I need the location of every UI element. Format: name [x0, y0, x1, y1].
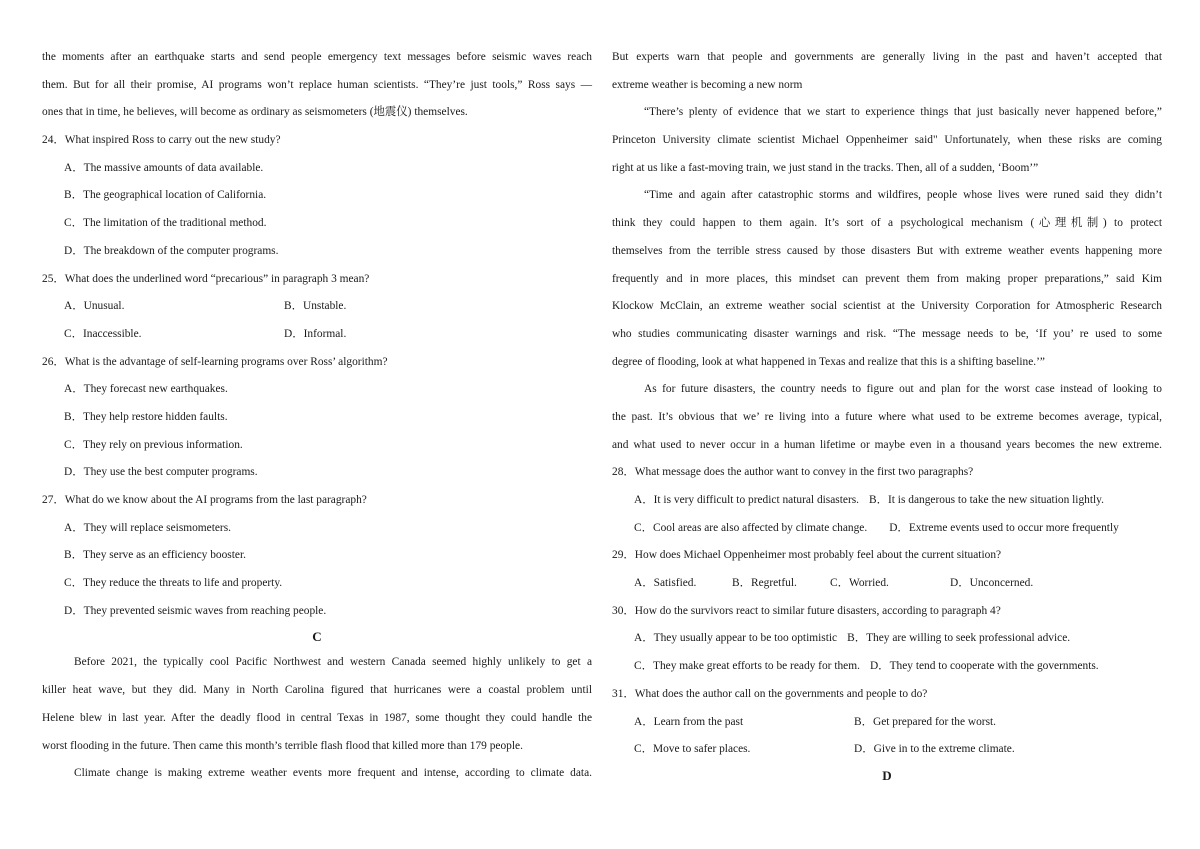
question-27-option-b: B．They serve as an efficiency booster.: [64, 549, 246, 562]
passage-c-line: As for future disasters, the country needs to figure out and plan for the worst case instead of looking to: [644, 383, 1162, 396]
passage-c-line: Helene blew in last year. After the deadly flood in central Texas in 1987, some thought they could handle the: [42, 711, 592, 724]
passage-c-line: Before 2021, the typically cool Pacific Northwest and western Canada seemed highly unlikely to get a: [74, 656, 592, 669]
question-29-option-a: A．Satisfied.: [634, 577, 697, 590]
question-24-option-b: B．The geographical location of California.: [64, 189, 267, 202]
passage-c-line: Klockow McClain, an extreme weather social scientist at the University Corporation for Atmospheric Research: [612, 300, 1162, 313]
section-d-heading: D: [882, 767, 892, 783]
question-28-options-row2: [612, 515, 1162, 543]
question-28-option-c: C．Cool areas are also affected by climate change.: [634, 521, 868, 534]
question-28-option-d: D．Extreme events used to occur more frequently: [889, 521, 1119, 534]
passage-c-line: Princeton University climate scientist Michael Oppenheimer said" Unfortunately, when these risks are coming: [612, 134, 1162, 147]
passage-c-line: killer heat wave, but they did. Many in North Carolina figured that hurricanes were a coastal problem until: [42, 684, 592, 697]
question-28-option-b: B．It is dangerous to take the new situation lightly.: [869, 494, 1104, 506]
question-31-option-b: B．Get prepared for the worst.: [854, 715, 997, 728]
question-27-option-d: D．They prevented seismic waves from reaching people.: [64, 604, 327, 617]
question-24-stem: 24．What inspired Ross to carry out the new study?: [42, 134, 281, 147]
question-30-option-c: C．They make great efforts to be ready for them.: [634, 660, 860, 673]
question-31-options-row2: [612, 736, 1162, 764]
question-28-stem: 28．What message does the author want to convey in the first two paragraphs?: [612, 466, 974, 479]
question-26-option-c: C．They rely on previous information.: [64, 438, 243, 451]
question-31-options-row1: [612, 709, 1162, 737]
question-26-option-b: B．They help restore hidden faults.: [64, 410, 228, 423]
question-26-option-d: D．They use the best computer programs.: [64, 466, 258, 479]
question-27-stem: 27．What do we know about the AI programs from the last paragraph?: [42, 494, 367, 506]
section-c-heading: C: [312, 629, 322, 645]
question-27-option-a: A．They will replace seismometers.: [64, 521, 232, 534]
passage-b-line: the moments after an earthquake starts and send people emergency text messages before seismic waves reach: [42, 51, 592, 63]
passage-b-line: ones that in time, he believes, will become as ordinary as seismometers (地震仪) themselves.: [42, 106, 468, 119]
passage-c-line: “Time and again after catastrophic storms and wildfires, people whose lives were runed said they didn’t: [644, 189, 1162, 202]
question-30-options-row2: [612, 653, 1162, 681]
question-28-options-row1: [612, 487, 1162, 515]
passage-c-line: the past. It’s obvious that we’ re living into a future where what used to be extreme becomes average, typical,: [612, 410, 1162, 423]
question-25-option-c: C．Inaccessible.: [64, 327, 142, 340]
question-30-options-row1: [612, 625, 1162, 653]
question-30-option-d: D．They tend to cooperate with the governments.: [869, 660, 1099, 673]
question-24-option-c: C．The limitation of the traditional method.: [64, 217, 267, 230]
question-31-stem: 31．What does the author call on the governments and people to do?: [612, 687, 928, 700]
passage-b-line: them. But for all their promise, AI programs won’t replace human scientists. “They’re just tools,” Ross says —: [42, 78, 592, 91]
question-25-option-a: A．Unusual.: [64, 300, 125, 313]
question-31-option-d: D．Give in to the extreme climate.: [854, 743, 1015, 756]
question-26-option-a: A．They forecast new earthquakes.: [64, 383, 228, 396]
passage-c-line: degree of flooding, look at what happened in Texas and realize that this is a shifting baseline.’”: [612, 355, 1045, 368]
passage-c-line: who studies communicating disaster warnings and risk. “The message needs to be, ‘If you’ re used to some: [612, 327, 1162, 340]
passage-c-line: think they could happen to them again. It’s sort of a psychological mechanism (心理机制) to protect: [612, 217, 1162, 230]
passage-c-line: worst flooding in the future. Then came this month’s terrible flash flood that killed more than 179 people.: [42, 739, 523, 752]
passage-c-line: frequently and in more places, this mindset can prevent them from making proper preparations,” said Kim: [612, 272, 1162, 285]
question-24-option-a: A．The massive amounts of data available.: [64, 161, 264, 174]
left-column: [42, 44, 592, 788]
question-29-option-c: C．Worried.: [830, 577, 889, 590]
question-29-options: [612, 570, 1162, 598]
question-25-options-row2: [42, 321, 592, 349]
question-31-option-a: A．Learn from the past: [634, 715, 744, 728]
question-31-option-c: C．Move to safer places.: [634, 743, 751, 756]
question-24-option-d: D．The breakdown of the computer programs.: [64, 244, 279, 257]
question-27-option-c: C．They reduce the threats to life and property.: [64, 577, 283, 590]
question-26-stem: 26．What is the advantage of self-learning programs over Ross’ algorithm?: [42, 355, 388, 368]
right-column: [612, 44, 1162, 788]
passage-c-line: Climate change is making extreme weather events more frequent and intense, according to climate data.: [74, 767, 592, 780]
passage-c-line: extreme weather is becoming a new norm: [612, 78, 803, 91]
passage-c-line: “There’s plenty of evidence that we start to experience things that just basically never happened before,”: [644, 106, 1162, 119]
question-30-stem: 30．How do the survivors react to similar future disasters, according to paragraph 4?: [612, 604, 1001, 617]
question-30-option-a: A．They usually appear to be too optimistic: [634, 632, 838, 645]
question-25-options-row1: [42, 293, 592, 321]
passage-c-line: right at us like a fast-moving train, we just stand in the tracks. Then, all of a sudden, ‘Boom’”: [612, 161, 1039, 174]
question-25-option-b: B．Unstable.: [284, 300, 347, 313]
passage-c-line: But experts warn that people and governments are generally living in the past and haven’t accepted that: [612, 51, 1162, 63]
passage-c-line: themselves from the terrible stress caused by those disasters But with extreme weather events happening more: [612, 244, 1162, 257]
question-29-stem: 29．How does Michael Oppenheimer most probably feel about the current situation?: [612, 549, 1002, 562]
question-29-option-b: B．Regretful.: [732, 577, 797, 590]
question-30-option-b: B．They are willing to seek professional advice.: [847, 632, 1071, 645]
question-25-option-d: D．Informal.: [284, 327, 347, 340]
question-28-option-a: A．It is very difficult to predict natural disasters.: [634, 494, 860, 506]
question-25-stem: 25．What does the underlined word “precarious” in paragraph 3 mean?: [42, 272, 370, 285]
passage-c-line: and what used to never occur in a human lifetime or maybe even in a thousand years becomes the new extreme.: [612, 438, 1162, 451]
question-29-option-d: D．Unconcerned.: [950, 577, 1034, 590]
